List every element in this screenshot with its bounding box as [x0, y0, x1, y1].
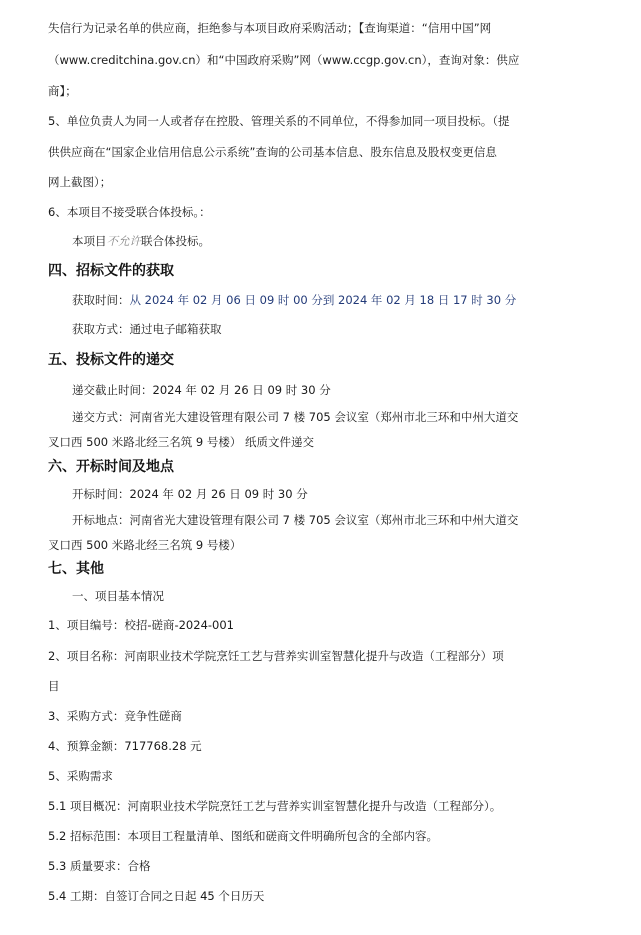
text-line: 5、采购需求 — [48, 769, 113, 783]
text-line: 获取方式：通过电子邮箱获取 — [72, 322, 222, 336]
section-heading-5: 五、投标文件的递交 — [48, 352, 174, 368]
text-line: 网上截图）； — [48, 175, 112, 189]
text-line: （www.creditchina.gov.cn）和“中国政府采购”网（www.ccgp.gov.cn），查询对象：供应 — [48, 53, 520, 67]
acquire-time-line — [72, 292, 516, 308]
text-line: 5.2 招标范围：本项目工程量清单、图纸和磋商文件明确所包含的全部内容。 — [48, 829, 438, 843]
text-line: 5.1 项目概况：河南职业技术学院烹饪工艺与营养实训室智慧化提升与改造（工程部分）。 — [48, 799, 502, 813]
text-line: 3、采购方式：竞争性磋商 — [48, 709, 182, 723]
acquire-time-value: 从 2024 年 02 月 06 日 09 时 00 分到 2024 年 02 月 18 日 17 时 30 分 — [129, 293, 517, 307]
text-line: 叉口西 500 米路北经三名筑 9 号楼） 纸质文件递交 — [48, 435, 315, 449]
text-line: 失信行为记录名单的供应商，拒绝参与本项目政府采购活动；【查询渠道：“信用中国”网 — [48, 21, 492, 35]
text-line: 4、预算金额：717768.28 元 — [48, 739, 202, 753]
text-line: 1、项目编号：校招-磋商-2024-001 — [48, 618, 234, 632]
text-line: 供供应商在“国家企业信用信息公示系统”查询的公司基本信息、股东信息及股权变更信息 — [48, 145, 497, 159]
text-line: 开标时间：2024 年 02 月 26 日 09 时 30 分 — [72, 487, 308, 501]
joint-bid-prefix: 本项目 — [72, 234, 107, 248]
text-line: 2、项目名称：河南职业技术学院烹饪工艺与营养实训室智慧化提升与改造（工程部分）项 — [48, 649, 504, 663]
text-line: 商】； — [48, 84, 77, 98]
text-line: 递交方式：河南省光大建设管理有限公司 7 楼 705 会议室（郑州市北三环和中州大道交 — [72, 410, 519, 424]
text-line: 5.4 工期：自签订合同之日起 45 个日历天 — [48, 889, 265, 903]
text-line: 递交截止时间：2024 年 02 月 26 日 09 时 30 分 — [72, 383, 331, 397]
text-line: 一、项目基本情况 — [72, 589, 164, 603]
section-heading-4: 四、招标文件的获取 — [48, 263, 174, 279]
acquire-time-label: 获取时间： — [72, 293, 130, 307]
joint-bid-emphasis: 不允许 — [106, 234, 141, 248]
text-line: 5、单位负责人为同一人或者存在控股、管理关系的不同单位，不得参加同一项目投标。（提 — [48, 114, 510, 128]
text-line: 开标地点：河南省光大建设管理有限公司 7 楼 705 会议室（郑州市北三环和中州大道交 — [72, 513, 519, 527]
text-line: 6、本项目不接受联合体投标。： — [48, 205, 211, 219]
section-heading-7: 七、其他 — [48, 561, 104, 577]
joint-bid-suffix: 联合体投标。 — [141, 234, 210, 248]
text-line: 叉口西 500 米路北经三名筑 9 号楼） — [48, 538, 242, 552]
section-heading-6: 六、开标时间及地点 — [48, 459, 174, 475]
text-line: 5.3 质量要求：合格 — [48, 859, 151, 873]
text-line: 目 — [48, 679, 60, 693]
joint-bid-line — [72, 233, 210, 249]
